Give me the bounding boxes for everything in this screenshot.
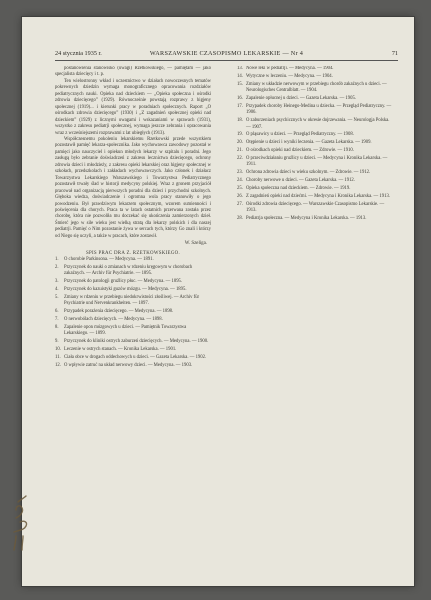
entry-text: Zmiany w układzie nerwowym w przebiegu chorób zakaźnych u dzieci. — Neurologisches Centralblatt. — 1904. bbox=[246, 81, 387, 94]
entry-text: Nowe leki w pediatrji. — Medycyna. — 1904. bbox=[246, 66, 334, 71]
body-paragraph: Ten wielostronny wkład i uczestnictwo w działach nowoczesnych tematów pokrewnych dziedzin wymaga monograficznego opracowania rozdziałów pediatrycznych nauki. Opieka nad dzieckiem — „Opieka społeczna i ośrodki zdrowia dziecięcego” (1929). Równocześnie powstają rozprawy z higjeny społecznej (1919)... i kierunki pracy w poradniach społecznych. Raport „O ośrodkach zdrowia dziecięcego” (1930) i „Z zagadnień społecznej opieki nad dzieckiem” (1929) z licznymi uwagami i wskazaniami w sprawach (1931), wszystko z zakresu pediatrji społecznej, wymaga jeszcze zebrania i opracowania wraz z wcześniejszemi rozprawami z lat ubiegłych (1913). bbox=[55, 78, 211, 136]
entry-text: O nerwobólach dziecięcych. — Medycyna. — 1898. bbox=[64, 317, 163, 323]
entry-number: 26. bbox=[237, 193, 243, 199]
left-column bbox=[55, 66, 211, 511]
entry-number: 5. bbox=[55, 294, 59, 300]
entry-text: O wpływie zatruć na układ nerwowy dzieci. — Medycyna. — 1903. bbox=[64, 362, 193, 368]
entry-text: Zmiany w rdzeniu w przebiegu niedokrwistości złośliwej. — Archiv für Psychiatrie und Nervenkrankheiten. — 1897. bbox=[64, 294, 200, 307]
entry-number: 14. bbox=[237, 73, 243, 79]
entry-number: 18. bbox=[237, 118, 243, 124]
bibliography-entry bbox=[237, 202, 393, 215]
entry-text: O pląsawicy u dzieci. — Przegląd Pediatryczny. — 1908. bbox=[246, 132, 354, 138]
bibliography-entry bbox=[55, 339, 211, 345]
entry-text: Przyczynek do kazuistyki guzów mózgu. — Medycyna. — 1895. bbox=[64, 287, 187, 293]
entry-number: 28. bbox=[237, 215, 243, 221]
entry-number: 13. bbox=[237, 66, 243, 71]
entry-text: Leczenie w ostrych stanach. — Kronika Lekarska. — 1901. bbox=[64, 347, 177, 353]
bibliography-list-right bbox=[237, 66, 393, 222]
entry-number: 2. bbox=[55, 264, 59, 270]
bibliography-entry bbox=[55, 347, 211, 353]
bibliography-entry bbox=[237, 148, 393, 154]
header-rule bbox=[55, 60, 398, 61]
handwritten-archive-mark bbox=[6, 492, 34, 554]
bibliography-entry bbox=[237, 104, 393, 117]
entry-text: O przeciwdziałaniu gruźlicy u dzieci. — Medycyna i Kronika Lekarska. — 1911. bbox=[246, 155, 388, 168]
bibliography-entry bbox=[55, 325, 211, 338]
bibliography-entry bbox=[55, 279, 211, 285]
entry-number: 1. bbox=[55, 257, 59, 263]
entry-text: Z zagadnień opieki nad dziećmi. — Medycyna i Kronika Lekarska. — 1913. bbox=[246, 193, 390, 199]
bibliography-entry bbox=[237, 140, 393, 146]
entry-text: O chorobie Parkinsona. — Medycyna. — 1891. bbox=[64, 257, 154, 263]
entry-number: 21. bbox=[237, 148, 243, 154]
entry-number: 24. bbox=[237, 178, 243, 184]
entry-text: Zapalenie opon mózgowych u dzieci. — Pamiętnik Towarzystwa Lekarskiego. — 1899. bbox=[64, 324, 187, 337]
entry-text: Choroby nerwowe u dzieci. — Gazeta Lekarska. — 1912. bbox=[246, 178, 355, 184]
entry-text: O ośrodkach opieki nad dzieckiem. — Zdrowie. — 1910. bbox=[246, 148, 354, 154]
bibliography-entry bbox=[237, 96, 393, 102]
bibliography-entry bbox=[237, 186, 393, 192]
entry-text: Otępienie u dzieci i wyniki leczenia. — Gazeta Lekarska. — 1909. bbox=[246, 140, 372, 146]
bibliography-entry bbox=[55, 309, 211, 315]
running-header bbox=[55, 50, 398, 64]
journal-page bbox=[22, 17, 414, 586]
bibliography-heading: SPIS PRAC DRA Z. RZETKOWSKIEGO. bbox=[85, 250, 181, 256]
entry-number: 27. bbox=[237, 201, 243, 207]
entry-number: 19. bbox=[237, 132, 243, 138]
journal-title: WARSZAWSKIE CZASOPISMO LEKARSKIE — Nr 4 bbox=[149, 50, 304, 57]
bibliography-entry bbox=[237, 170, 393, 176]
bibliography-entry bbox=[55, 363, 211, 369]
body-paragraph: Współczesnemu pokoleniu lekarskiemu Rzetkowski przede wszystkiem pozostawił pamięć lekarza-społecznika. Jako wychowawca zawodowy pozostał w pamięci jako nauczyciel i opiekun młodych lekarzy w szpitalu i poradni. Jego zasługą było zebranie doświadczeń z zakresu lecznictwa dziecięcego, ochrony zdrowia dzieci i młodzieży, z zakresu opieki lekarskiej oraz higjeny społecznej w szkołach, przedszkolach i zakładach wychowawczych. Jako członek i działacz Towarzystwa Lekarskiego Warszawskiego i Towarzystwa Pediatrycznego pozostawił trwały ślad w historji medycyny polskiej. Wraz z gronem przyjaciół pracował nad organizacją pierwszych poradni dla dzieci i przychodni szkolnych. Głęboka wiedza, doświadczenie i ogromna wola pracy stanowiły o jego powodzeniu. Był prawdziwym lekarzem społecznym, wzorem sumienności i poświęcenia dla chorych. Praca ta w latach ostatnich przerwana została przez chorobę, która nie pozwoliła mu doczekać się ukończenia zamierzonych dzieł. Śmierć jego w sile wieku jest wielką stratą dla lekarzy polskich i dla naszej pediatrji. Pamięć o Nim pozostanie żywa w sercach tych, którzy Go znali i którzy od Niego się uczyli, a także w pracach, które zostawił. bbox=[55, 136, 211, 239]
bibliography-entry bbox=[55, 265, 211, 278]
entry-number: 8. bbox=[55, 324, 59, 330]
entry-number: 15. bbox=[237, 81, 243, 87]
bibliography-entry bbox=[237, 194, 393, 200]
entry-text: Przypadek choroby Heinego-Medina u dziecka. — Przegląd Pediatryczny. — 1906. bbox=[246, 103, 392, 116]
entry-number: 25. bbox=[237, 185, 243, 191]
header-date: 24 stycznia 1935 r. bbox=[55, 50, 102, 57]
entry-number: 12. bbox=[55, 362, 61, 368]
bibliography-entry bbox=[237, 118, 393, 131]
entry-text: Przyczynek do nauki o zmianach w rdzeniu kręgowym w chorobach zakaźnych. — Archiv für Psychiatrie. — 1895. bbox=[64, 264, 193, 277]
bibliography-entry bbox=[55, 257, 211, 263]
body-paragraph: postanowienia stanowisko (uwagi) Rzetkowskiego, — pamiętam — jako specjalista dziecięcy i t. p. bbox=[55, 66, 211, 78]
bibliography-entry bbox=[237, 156, 393, 169]
bibliography-entry bbox=[237, 178, 393, 184]
page-number: 71 bbox=[391, 50, 398, 57]
bibliography-entry bbox=[55, 355, 211, 361]
entry-number: 4. bbox=[55, 287, 59, 293]
entry-number: 17. bbox=[237, 103, 243, 109]
entry-text: Pediatrja społeczna. — Medycyna i Kronika Lekarska. — 1913. bbox=[246, 215, 367, 221]
entry-text: Ochrona zdrowia dzieci w wieku szkolnym. — Zdrowie. — 1912. bbox=[246, 170, 371, 176]
entry-number: 7. bbox=[55, 317, 59, 323]
entry-text: Wytyczne w leczeniu. — Medycyna. — 1904. bbox=[246, 73, 333, 79]
entry-number: 9. bbox=[55, 339, 59, 345]
entry-text: Zapalenie opłucnej u dzieci. — Gazeta Lekarska. — 1905. bbox=[246, 95, 356, 101]
bibliography-entry bbox=[237, 74, 393, 80]
right-column bbox=[237, 66, 393, 506]
entry-text: Opieka społeczna nad dzieckiem. — Zdrowie. — 1919. bbox=[246, 185, 351, 191]
bibliography-entry bbox=[237, 66, 393, 72]
entry-number: 3. bbox=[55, 279, 59, 285]
entry-number: 20. bbox=[237, 140, 243, 146]
bibliography-entry bbox=[237, 132, 393, 138]
entry-text: Ciała obce w drogach oddechowych u dzieci. — Gazeta Lekarska. — 1902. bbox=[64, 354, 207, 360]
bibliography-entry bbox=[55, 295, 211, 308]
bibliography-entry bbox=[237, 82, 393, 95]
entry-number: 22. bbox=[237, 155, 243, 161]
bibliography-entry bbox=[55, 287, 211, 293]
entry-number: 23. bbox=[237, 170, 243, 176]
entry-text: Przyczynek do kliniki ostrych zaburzeń dziecięcych. — Medycyna. — 1900. bbox=[64, 339, 209, 345]
entry-number: 16. bbox=[237, 95, 243, 101]
bibliography-entry bbox=[237, 216, 393, 222]
entry-text: Przypadek porażenia dziecięcego. — Medycyna. — 1898. bbox=[64, 309, 174, 315]
entry-number: 10. bbox=[55, 347, 61, 353]
entry-number: 11. bbox=[55, 354, 61, 360]
bibliography-list-left bbox=[55, 257, 211, 369]
entry-number: 6. bbox=[55, 309, 59, 315]
entry-text: Ośrodki zdrowia dziecięcego. — Warszawskie Czasopismo Lekarskie. — 1913. bbox=[246, 201, 385, 214]
author-signature: W. Szeliga. bbox=[184, 241, 207, 247]
entry-text: Przyczynek do patologji gruźlicy płuc. — Medycyna. — 1895. bbox=[64, 279, 183, 285]
bibliography-entry bbox=[55, 317, 211, 323]
entry-text: O zaburzeniach psychicznych w okresie dojrzewania. — Neurologja Polska. — 1907. bbox=[246, 118, 390, 130]
